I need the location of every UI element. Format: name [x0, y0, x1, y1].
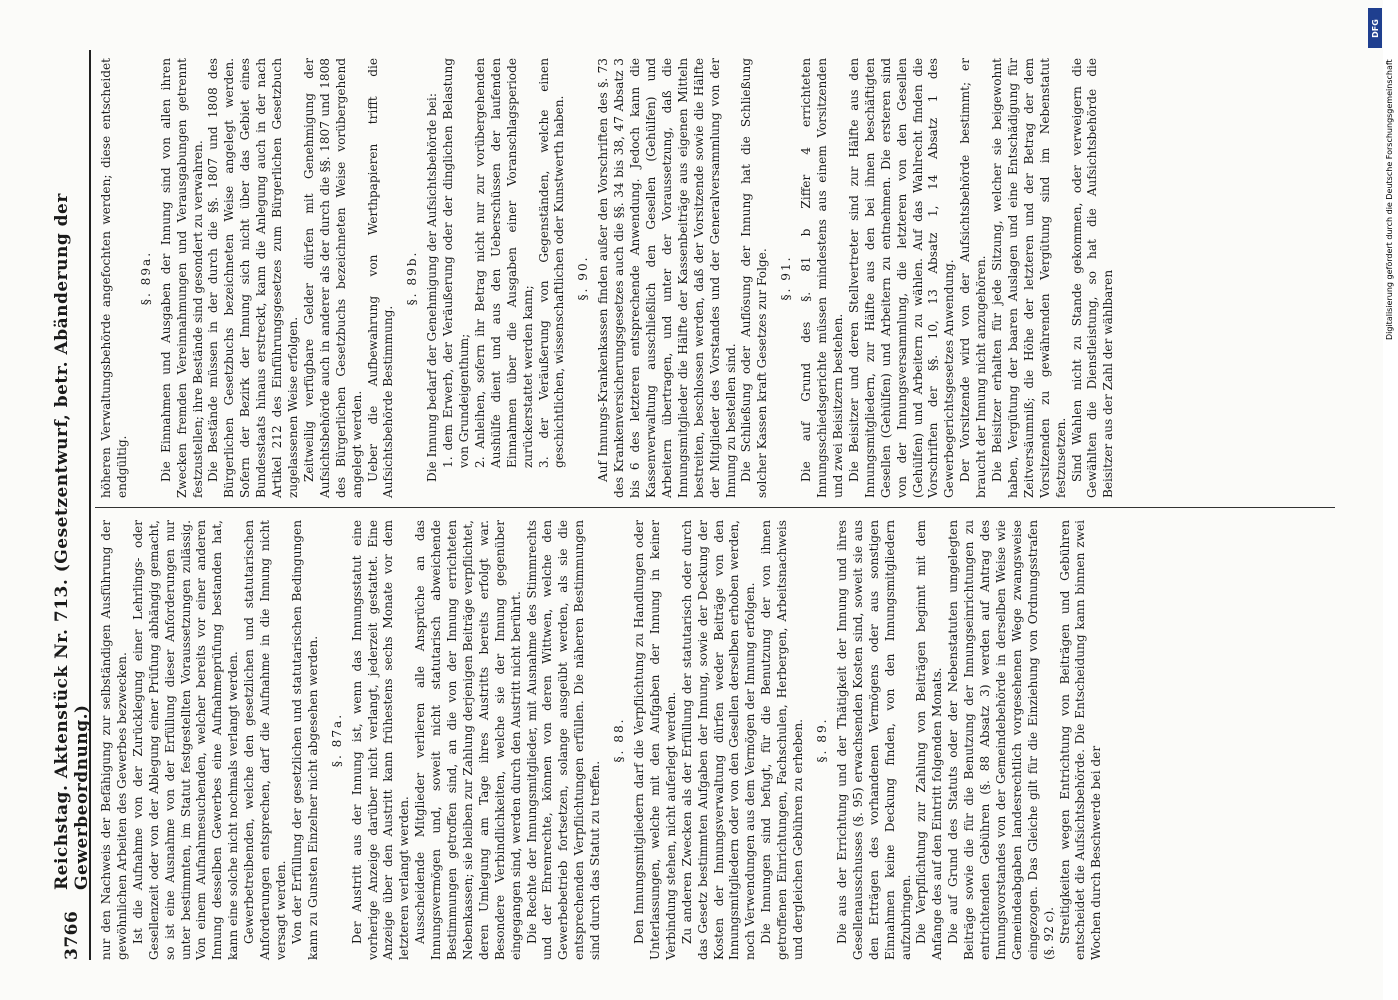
paragraph: Ueber die Aufbewahrung von Werthpapieren trifft die Aufsichtsbehörde Bestimmung. [365, 58, 396, 498]
paragraph: Die Rechte der Innungsmitglieder, mit Ausnahme des Stimmrechts und der Ehrenrechte, können von deren Wittwen, welche den Gewerbebetrieb fortsetzen, solange ausgeübt werden, als sie die entsprechenden Verpflichtungen erfüllen. Die näheren Bestimmungen sind durch das Statut zu treffen. [524, 520, 603, 960]
paragraph: Zeitweilig verfügbare Gelder dürfen mit Genehmigung der Aufsichtsbehörde auch in anderer als der durch die §§. 1807 und 1808 des Bürgerlichen Gesetzbuchs bezeichneten Weise vorübergehend angelegt werden. [301, 58, 364, 498]
section-heading: §. 89a. [138, 250, 153, 306]
paragraph: Die Beisitzer und deren Stellvertreter sind zur Hälfte aus den Innungsmitgliedern, zur Hälfte aus den bei ihnen beschäftigten Gesellen (Gehülfen) und Arbeitern zu entnehmen. Die ersteren sind von der Innungsversammlung, die letzteren von den Gesellen (Gehülfen) und Arbeitern zu wählen. Auf das Wahlrecht finden die Vorschriften der §§. 10, 13 Absatz 1, 14 Absatz 1 des Gewerbegerichtsgesetzes Anwendung. [846, 58, 957, 498]
digitization-credit [1366, 10, 1394, 340]
running-head: Reichstag. Aktenstück Nr. 713. (Gesetzentwurf, betr. Abänderung der Gewerbeordnung.) [52, 193, 92, 890]
paragraph: höheren Verwaltungsbehörde angefochten werden; diese entscheidet endgültig. [99, 58, 129, 498]
paragraph: Die Beisitzer erhalten für jede Sitzung, welcher sie beigewohnt haben, Vergütung der baaren Auslagen und eine Entschädigung für Zeitversäumniß; die Höhe der letzteren und der Betrag der dem Vorsitzenden zu gewährenden Vergütung sind im Nebenstatut festzusetzen. [990, 58, 1068, 498]
section-heading: §. 89b. [405, 250, 420, 306]
list-item: 1. dem Erwerb, der Veräußerung oder der dinglichen Belastung von Grundeigenthum; [441, 58, 472, 468]
section-heading: §. 88. [612, 717, 627, 763]
paragraph: Ausscheidende Mitglieder verlieren alle Ansprüche an das Innungsvermögen und, soweit nicht statutarisch abweichende Bestimmungen getroffen sind, an die von der Innung errichteten Nebenkassen; sie bleiben zur Zahlung derjenigen Beiträge verpflichtet, deren Umlegung am Tage ihres Austritts bereits erfolgt war. Besondere Verbindlichkeiten, welche sie der Innung gegenüber eingegangen sind, werden durch den Austritt nicht berührt. [413, 520, 523, 960]
section-heading: §. 87a. [329, 712, 344, 768]
paragraph: Die Verpflichtung zur Zahlung von Beiträgen beginnt mit dem Anfange des auf den Eintritt folgenden Monats. [914, 520, 945, 960]
paragraph: Die Innung bedarf der Genehmigung der Aufsichtsbehörde bei: [425, 93, 440, 482]
left-column [99, 520, 1105, 960]
paragraph: Die Bestände müssen in der durch die §§. 1807 und 1808 des Bürgerlichen Gesetzbuchs bezeichneten Weise angelegt werden. Sofern der Bezirk der Innung sich nicht über das Gebiet eines Bundesstaats hinaus erstreckt, kann die Anlegung auch in der nach Artikel 212 des Einführungsgesetzes zum Bürgerlichen Gesetzbuch zugelassenen Weise erfolgen. [206, 58, 300, 498]
paragraph: Gewerbetreibenden, welche den gesetzlichen und statutarischen Anforderungen entsprechen, darf die Aufnahme in die Innung nicht versagt werden. [242, 520, 288, 960]
paragraph: nur den Nachweis der Befähigung zur selbständigen Ausführung der gewöhnlichen Arbeiten des Gewerbes bezwecken. [99, 520, 129, 960]
paragraph: Den Innungsmitgliedern darf die Verpflichtung zu Handlungen oder Unterlassungen, welche mit den Aufgaben der Innung in keiner Verbindung stehen, nicht auferlegt werden. [632, 520, 678, 960]
section-heading: §. 89. [814, 717, 829, 763]
column-divider [95, 507, 1335, 508]
paragraph: Der Vorsitzende wird von der Aufsichtsbehörde bestimmt; er braucht der Innung nicht anzugehören. [958, 58, 989, 498]
paragraph: Die aus der Errichtung und der Thätigkeit der Innung und ihres Gesellenausschusses (§. 95) erwachsenden Kosten sind, soweit sie aus den Erträgen des vorhandenen Vermögens oder aus sonstigen Einnahmen keine Deckung finden, von den Innungsmitgliedern aufzubringen. [834, 520, 913, 960]
paragraph: Der Austritt aus der Innung ist, wenn das Innungsstatut eine vorherige Anzeige darüber nicht verlangt, jederzeit gestattet. Eine Anzeige über den Austritt kann frühestens sechs Monate vor dem letzteren verlangt werden. [349, 520, 412, 960]
right-column [99, 58, 1117, 498]
credit-text: Digitalisierung gefördert durch die Deutsche Forschungsgemeinschaft [1385, 59, 1394, 340]
page-header [52, 50, 92, 960]
enumerated-list [441, 58, 568, 498]
paragraph: Sind Wahlen nicht zu Stande gekommen, oder verweigern die Gewählten die Dienstleistung, so hat die Aufsichtsbehörde die Beisitzer aus der Zahl der wählbaren [1069, 58, 1116, 498]
paragraph: Von der Erfüllung der gesetzlichen und statutarischen Bedingungen kann zu Gunsten Einzelner nicht abgesehen werden. [289, 520, 320, 960]
page-number: 3766 [62, 910, 82, 960]
paragraph: Zu anderen Zwecken als der Erfüllung der statutarisch oder durch das Gesetz bestimmten Aufgaben der Innung, sowie der Deckung der Kosten der Innungsverwaltung dürfen weder Beiträge von den Innungsmitgliedern oder von den Gesellen derselben erhoben werden, noch Verwendungen aus dem Vermögen der Innung erfolgen. [679, 520, 758, 960]
rotated-page-body [52, 50, 1345, 960]
dfg-logo: DFG [1368, 8, 1382, 48]
section-heading: §. 91. [779, 255, 794, 301]
paragraph: Ist die Aufnahme von der Zurücklegung einer Lehrlings- oder Gesellenzeit oder von der Ablegung einer Prüfung abhängig gemacht, so ist eine Ausnahme von der Erfüllung dieser Anforderungen nur unter bestimmten, im Statut festgestellten Voraussetzungen zulässig. Von einem Aufnahmesuchenden, welcher bereits vor einer anderen Innung desselben Gewerbes eine Aufnahmeprüfung bestanden hat, kann eine solche nicht nochmals verlangt werden. [130, 520, 241, 960]
list-item: 3. der Veräußerung von Gegenständen, welche einen geschichtlichen, wissenschaftlichen oder Kunstwerth haben. [536, 58, 567, 468]
paragraph: Die Einnahmen und Ausgaben der Innung sind von allen ihren Zwecken fremden Vereinnahmungen und Verausgabungen getrennt festzustellen; ihre Bestände sind gesondert zu verwahren. [158, 58, 205, 498]
section-heading: §. 90. [576, 255, 591, 301]
paragraph: Die Innungen sind befugt, für die Benutzung der von ihnen getroffenen Einrichtungen, Fachschulen, Herbergen, Arbeitsnachweis und dergleichen Gebühren zu erheben. [759, 520, 806, 960]
paragraph: Die Schließung oder Auflösung der Innung hat die Schließung solcher Kassen kraft Gesetzes zur Folge. [739, 58, 770, 498]
paragraph: Die auf Grund des Statuts oder der Nebenstatuten umgelegten Beiträge sowie die für die Benutzung der Innungseinrichtungen zu entrichtenden Gebühren (§. 88 Absatz 3) werden auf Antrag des Innungsvorstandes von der Gemeindebehörde in derselben Weise wie Gemeindeabgaben landesrechtlich vorgesehenen Wege zwangsweise eingezogen. Das Gleiche gilt für die Einziehung von Ordnungsstrafen (§. 92 c). [946, 520, 1056, 960]
paragraph: Streitigkeiten wegen Entrichtung von Beiträgen und Gebühren entscheidet die Aufsichtsbehörde. Die Entscheidung kann binnen zwei Wochen durch Beschwerde bei der [1057, 520, 1104, 960]
paragraph: Auf Innungs-Krankenkassen finden außer den Vorschriften des §. 73 des Krankenversicherungsgesetzes auch die §§. 34 bis 38, 47 Absatz 3 bis 6 des letzteren entsprechende Anwendung. Jedoch kann die Kassenverwaltung ausschließlich den Gesellen (Gehülfen) und Arbeitern übertragen, und unter der Voraussetzung, daß die Innungsmitglieder die Hälfte der Kassenbeiträge aus eigenen Mitteln bestreiten, beschlossen werden, daß der Vorsitzende sowie die Hälfte der Mitglieder des Vorstandes und der Generalversammlung von der Innung zu bestellen sind. [596, 58, 738, 498]
paragraph: Die auf Grund des §. 81 b Ziffer 4 errichteten Innungsschiedsgerichte müssen mindestens aus einem Vorsitzenden und zwei Beisitzern bestehen. [799, 58, 845, 498]
list-item: 2. Anleihen, sofern ihr Betrag nicht nur zur vorübergehenden Aushülfe dient und aus den Ueberschüssen der laufenden Einnahmen über die Ausgaben einer Voranschlagsperiode zurückerstattet werden kann; [472, 58, 535, 468]
